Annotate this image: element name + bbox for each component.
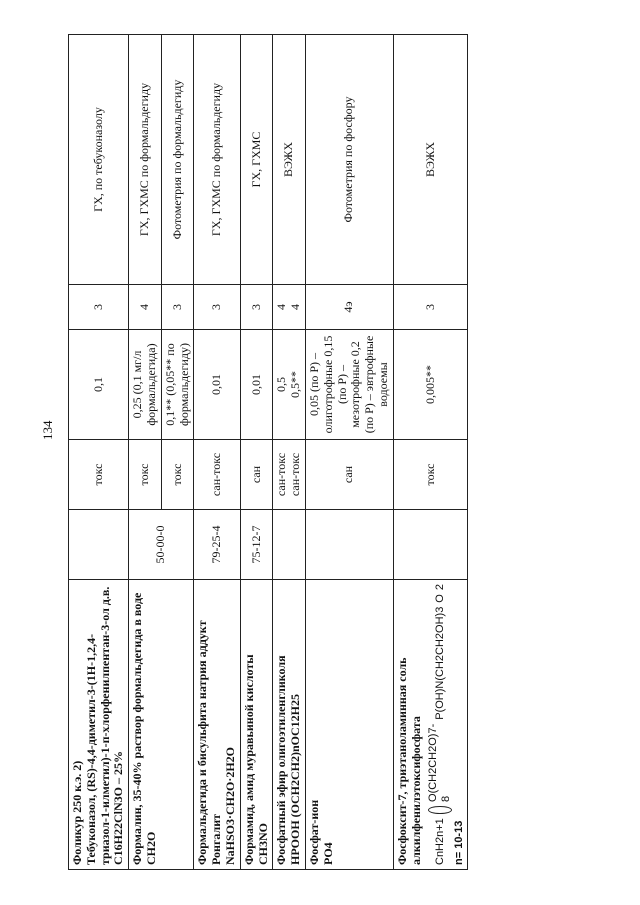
hazard-indicator: сан-токс xyxy=(194,440,240,510)
table-row xyxy=(305,35,393,870)
hazard-class: 4э xyxy=(305,285,393,330)
analysis-method: ГХ, ГХМС xyxy=(240,35,273,285)
hazard-indicator: токс xyxy=(161,440,194,510)
substance-name: Формамид, амид муравьиной кислоты CH3NO xyxy=(240,580,273,870)
table-row xyxy=(393,35,468,870)
hazard-indicator: сан-токс сан-токс xyxy=(273,440,306,510)
cas-number: 50-00-0 xyxy=(129,510,194,580)
cas-number xyxy=(393,510,468,580)
page-number: 134 xyxy=(40,420,55,440)
hazard-indicator: токс xyxy=(129,440,162,510)
analysis-method: ГХ, ГХМС по формальдегиду xyxy=(194,35,240,285)
table-row xyxy=(273,35,306,870)
benzene-ring-icon xyxy=(428,806,452,814)
cas-number xyxy=(273,510,306,580)
cas-number xyxy=(305,510,393,580)
analysis-method: ГХ, по тебуконазолу xyxy=(69,35,129,285)
hazard-class: 3 xyxy=(240,285,273,330)
hazard-class: 3 xyxy=(393,285,468,330)
limit-value: 0,01 xyxy=(194,330,240,440)
substance-name: Формалин, 35-40% раствор формальдегида в воде CH2O xyxy=(129,580,194,870)
hazard-class: 4 4 xyxy=(273,285,306,330)
limit-value: 0,1** (0,05** по формальдегиду) xyxy=(161,330,194,440)
structural-formula: CnH2n+1 O(CH2CH2O)7-8 P(OH)N(CH2CH2OH)3 O 2 xyxy=(427,584,452,865)
cas-number xyxy=(69,510,129,580)
table-row xyxy=(69,35,129,870)
hazard-class: 3 xyxy=(69,285,129,330)
substance-name: Формальдегида и бисульфита натрия аддукт Ронгалит NaHSO3·CH2O·2H2O xyxy=(194,580,240,870)
limit-value: 0,5 0,5** xyxy=(273,330,306,440)
cas-number: 75-12-7 xyxy=(240,510,273,580)
hazard-class: 3 xyxy=(161,285,194,330)
table-row xyxy=(129,35,162,870)
limit-value: 0,005** xyxy=(393,330,468,440)
analysis-method: Фотометрия по фосфору xyxy=(305,35,393,285)
analysis-method: ГХ, ГХМС по формальдегиду xyxy=(129,35,162,285)
hazard-indicator: токс xyxy=(393,440,468,510)
hazard-indicator: сан xyxy=(240,440,273,510)
limit-value: 0,25 (0,1 мг/л формальдегида) xyxy=(129,330,162,440)
table-row xyxy=(240,35,273,870)
limit-value: 0,01 xyxy=(240,330,273,440)
limit-value: 0,1 xyxy=(69,330,129,440)
cas-number: 79-25-4 xyxy=(194,510,240,580)
analysis-method: ВЭЖХ xyxy=(273,35,306,285)
hazard-indicator: сан xyxy=(305,440,393,510)
table-row xyxy=(194,35,240,870)
hazard-class: 4 xyxy=(129,285,162,330)
substance-name: Фосфоксит-7, триэтаноламинная соль алкилфенилэтоксифосфата CnH2n+1 O(CH2CH2O)7-8 P(OH)N(CH2CH2OH)3 O 2 n= 10-13 xyxy=(393,580,468,870)
limit-value: 0,05 (по P) – олиготрофные 0,15 (по P) – мезотрофные 0,2 (по P) – эвтрофные водоемы xyxy=(305,330,393,440)
substance-name: Фосфатный эфир олигоэтиленгликоля HPOOH (OCH2CH2)nOC12H25 xyxy=(273,580,306,870)
analysis-method: Фотометрия по формальдегиду xyxy=(161,35,194,285)
analysis-method: ВЭЖХ xyxy=(393,35,468,285)
substance-name: Фоликур 250 к.э. 2) Тебуконазол, (RS)-4,4-диметил-3-(1Н-1,2,4-триазол-1-илметил)-1-п-хлорфенилпентан-3-ол д.в. C16H22ClN3O – 25% xyxy=(69,580,129,870)
hazard-class: 3 xyxy=(194,285,240,330)
rotated-table-area xyxy=(68,35,600,870)
substance-name: Фосфат-ион PO4 xyxy=(305,580,393,870)
substance-table xyxy=(68,34,468,870)
hazard-indicator: токс xyxy=(69,440,129,510)
